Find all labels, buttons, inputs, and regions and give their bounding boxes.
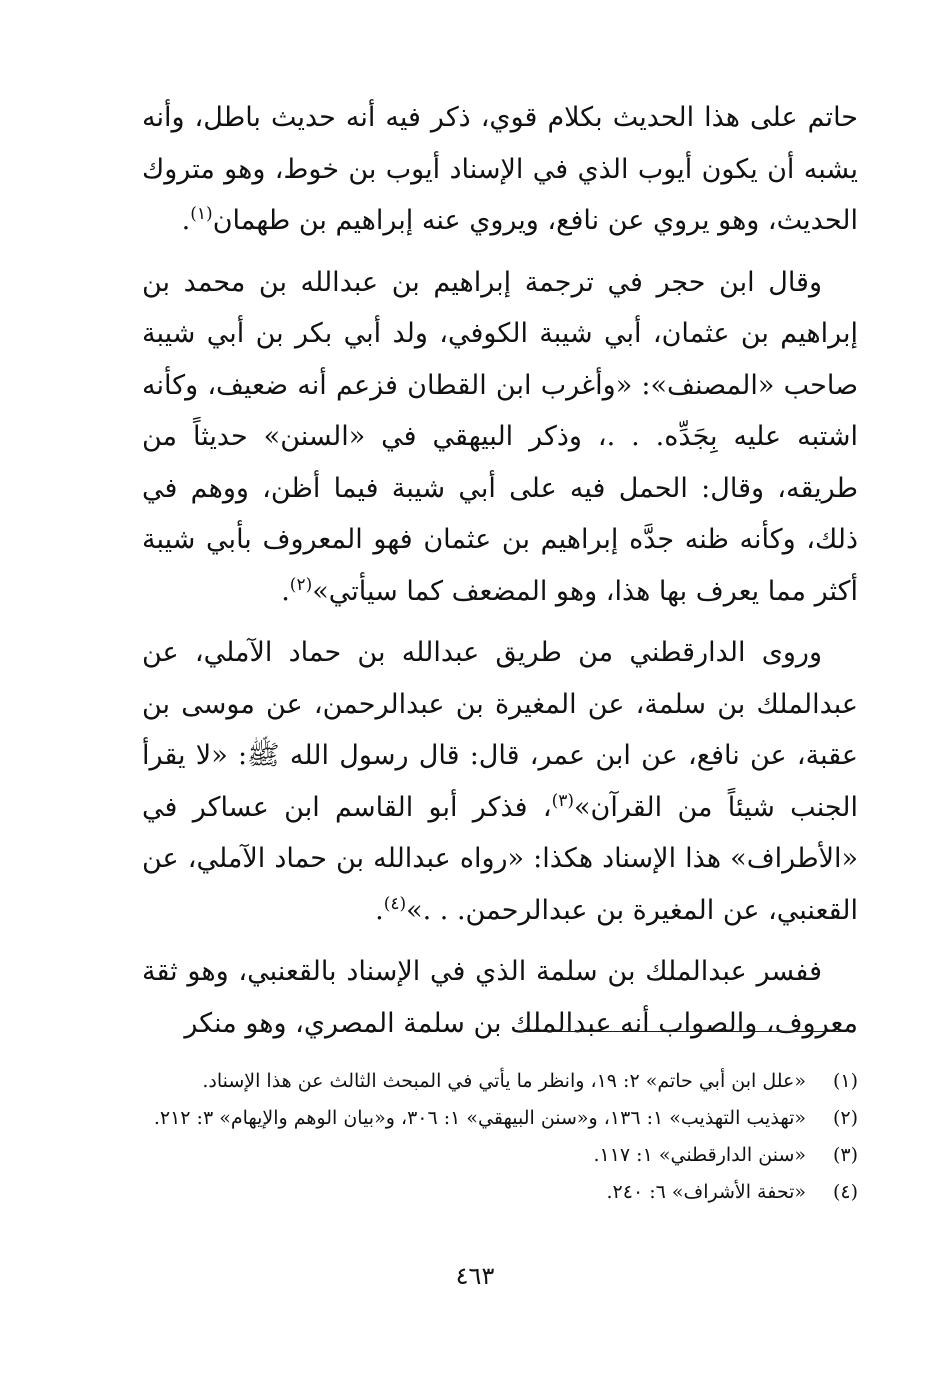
- footnote-4: [142, 1175, 858, 1210]
- footnote-separator: [520, 1031, 842, 1032]
- footnote-text: «تهذيب التهذيب» ١: ١٣٦، و«سنن البيهقي» ١: ٣٠٦، و«بيان الوهم والإيهام» ٣: ٢١٢.: [153, 1107, 806, 1129]
- footnote-1: [142, 1064, 858, 1099]
- paragraph-4: [142, 946, 858, 1049]
- footnotes: [142, 1064, 858, 1212]
- paragraph-4-text: ففسر عبدالملك بن سلمة الذي في الإسناد بالقعنبي، وهو ثقة معروف، والصواب أنه عبدالملك بن سلمة المصري، وهو منكر: [142, 956, 858, 1039]
- footnote-number: (٢): [832, 1107, 858, 1129]
- footnote-text: «تحفة الأشراف» ٦: ٢٤٠.: [606, 1181, 806, 1203]
- footnote-ref-1: (١): [190, 204, 213, 224]
- paragraph-1-text: حاتم على هذا الحديث بكلام قوي، ذكر فيه أنه حديث باطل، وأنه يشبه أن يكون أيوب الذي في الإسناد أيوب بن خوط، وهو متروك الحديث، وهو يروي عن نافع، ويروي عنه إبراهيم بن طهمان: [142, 102, 858, 236]
- footnote-3: [142, 1138, 858, 1173]
- footnote-ref-4: (٤): [383, 893, 407, 914]
- paragraph-3: [142, 627, 858, 936]
- paragraph-3-text: وروى الدارقطني من طريق عبدالله بن حماد الآملي، عن عبدالملك بن سلمة، عن المغيرة بن عبدالرحمن، عن موسى بن عقبة، عن نافع، عن ابن عمر، قال: قال رسول الله ﷺ: «لا يقرأ الجنب شيئاً من القرآن»: [142, 637, 859, 823]
- paragraph-2-tail: .: [281, 575, 290, 607]
- footnote-2: [142, 1101, 858, 1136]
- footnote-ref-3: (٣): [551, 790, 575, 811]
- footnote-number: (١): [832, 1070, 858, 1092]
- footnote-text: «علل ابن أبي حاتم» ٢: ١٩، وانظر ما يأتي في المبحث الثالث عن هذا الإسناد.: [202, 1070, 806, 1092]
- paragraph-1: [142, 92, 858, 247]
- main-text: [142, 92, 858, 1059]
- footnote-number: (٣): [832, 1144, 858, 1166]
- footnote-ref-2: (٢): [289, 574, 313, 595]
- paragraph-2: [142, 257, 858, 618]
- page-number: ٤٦٣: [455, 1262, 495, 1290]
- paragraph-3-tail-2: .: [375, 894, 384, 926]
- footnote-text: «سنن الدارقطني» ١: ١١٧.: [593, 1144, 806, 1166]
- paragraph-1-tail: .: [181, 205, 191, 236]
- paragraph-2-text: وقال ابن حجر في ترجمة إبراهيم بن عبدالله بن محمد بن إبراهيم بن عثمان، أبي شيبة الكوفي، ولد أبي بكر بن أبي شيبة صاحب «المصنف»: «وأغرب ابن القطان فزعم أنه ضعيف، وكأنه اشتبه عليه بِجَدِّه. . .، وذكر البيهقي في «السنن» حديثاً من طريقه، وقال: الحمل فيه على أبي شيبة فيما أظن، ووهم في ذلك، وكأنه ظنه جدَّه إبراهيم بن عثمان فهو المعروف بأبي شيبة أكثر مما يعرف بها هذا، وهو المضعف كما سيأتي»: [142, 266, 858, 607]
- footnote-number: (٤): [832, 1181, 858, 1203]
- paragraph-3-tail: ، فذكر أبو القاسم ابن عساكر في «الأطراف» هذا الإسناد هكذا: «رواه عبدالله بن حماد الآملي، عن القعنبي، عن المغيرة بن عبدالرحمن. . .»: [142, 791, 858, 926]
